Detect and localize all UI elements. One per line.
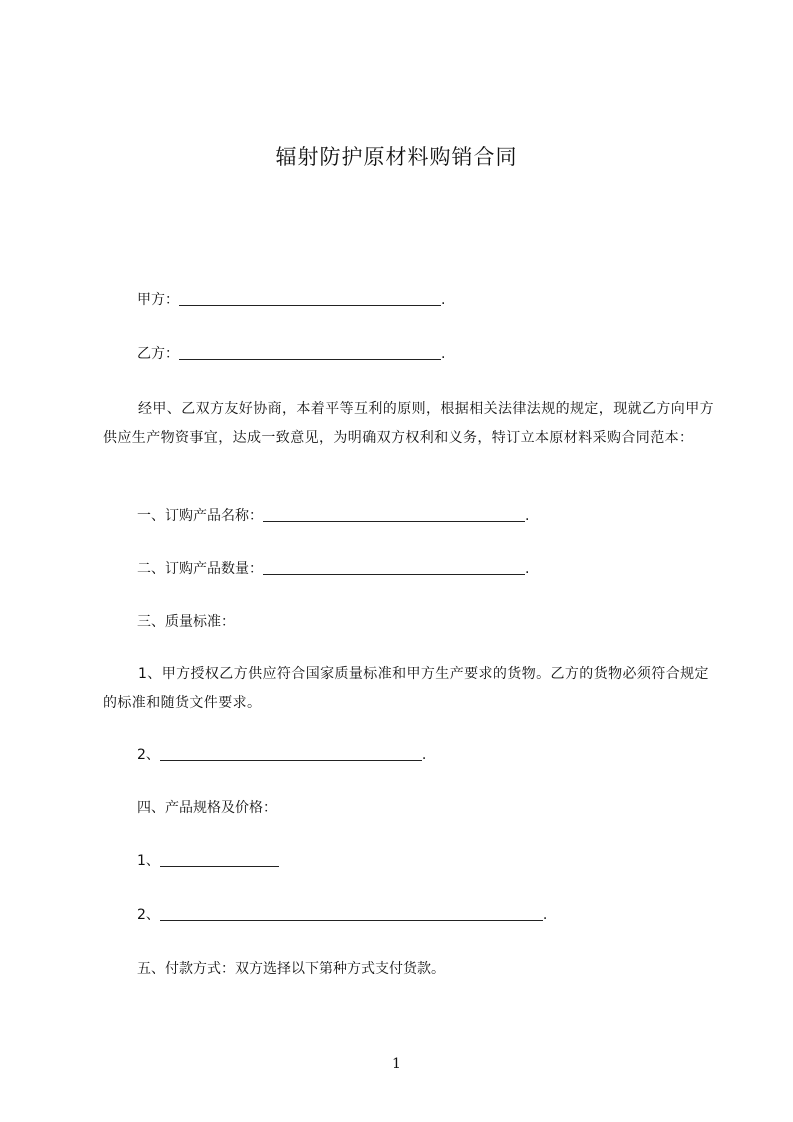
spec-item-1-blank — [160, 852, 279, 867]
party-a-label: 甲方： — [137, 292, 179, 308]
section-2-label: 二、订购产品数量： — [137, 561, 263, 577]
section-3-heading: 三、质量标准： — [137, 614, 235, 630]
section-4-heading: 四、产品规格及价格： — [137, 800, 277, 816]
party-a-line-end: . — [441, 292, 446, 308]
party-b-line-end: . — [441, 346, 446, 362]
quality-item-2-line-end: . — [421, 747, 427, 763]
party-b-label: 乙方： — [137, 346, 179, 362]
spec-item-1-line — [137, 851, 279, 871]
spec-item-2-label: 2、 — [137, 907, 160, 923]
quality-item-2-label: 2、 — [137, 747, 160, 763]
party-b-line — [137, 344, 445, 364]
section-2-line — [137, 559, 529, 579]
party-a-blank — [179, 291, 441, 306]
quality-item-1: 1、甲方授权乙方供应符合国家质量标准和甲方生产要求的货物。乙方的货物必须符合规定的标准和随货文件要求。 — [103, 666, 709, 711]
party-b-blank — [179, 345, 441, 360]
section-5-heading: 五、付款方式：双方选择以下第种方式支付货款。 — [137, 961, 445, 977]
section-1-line-end: . — [525, 508, 530, 524]
section-1-blank — [263, 507, 525, 522]
party-a-line — [137, 290, 445, 310]
section-2-line-end: . — [525, 561, 530, 577]
spec-item-2-blank — [160, 906, 543, 921]
section-2-blank — [263, 560, 525, 575]
section-1-label: 一、订购产品名称： — [137, 508, 263, 524]
document-title: 辐射防护原材料购销合同 — [275, 145, 518, 169]
section-1-line — [137, 506, 529, 526]
spec-item-2-line — [137, 905, 547, 925]
intro-paragraph: 经甲、乙双方友好协商，本着平等互利的原则，根据相关法律法规的规定，现就乙方向甲方供应生产物资事宜，达成一致意见，为明确双方权利和义务，特订立本原材料采购合同范本： — [103, 401, 714, 446]
spec-item-2-line-end: . — [542, 907, 548, 923]
quality-item-2-line — [137, 745, 426, 765]
spec-item-1-label: 1、 — [137, 853, 160, 869]
quality-item-2-blank — [160, 746, 422, 761]
page-number: 1 — [392, 1056, 401, 1072]
